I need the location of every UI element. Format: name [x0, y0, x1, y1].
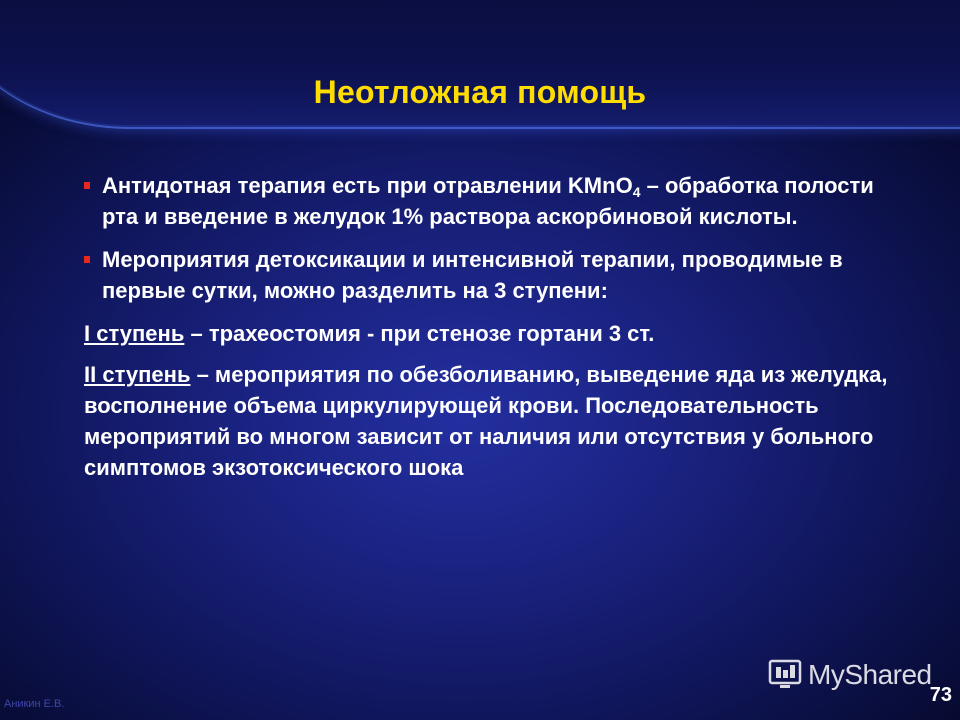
- bullet-item: [84, 244, 904, 306]
- slide-title: Неотложная помощь: [313, 74, 647, 110]
- stage-text: – трахеостомия - при стенозе гортани 3 ст.: [184, 321, 655, 346]
- myshared-watermark[interactable]: [768, 655, 932, 695]
- bullet-subscript: 4: [632, 184, 641, 200]
- stage-paragraph: [84, 359, 904, 483]
- bullet-marker-icon: [84, 256, 90, 263]
- bullet-text-part2: – обработка полости рта и введение в желудок 1% раствора аскорбиновой кислоты.: [102, 173, 874, 229]
- bullet-item: [84, 170, 904, 232]
- bullet-text-part1: Антидотная терапия есть при отравлении KMnO: [102, 173, 633, 198]
- stage-text: – мероприятия по обезболиванию, выведение яда из желудка, восполнение объема циркулирующей крови. Последовательность мероприятий во многом зависит от наличия или отсутствия у больного симптомов экзотоксического шока: [84, 362, 888, 480]
- myshared-logo-icon: [768, 658, 802, 692]
- author-label: Аникин Е.В.: [4, 698, 65, 710]
- bullet-text: Мероприятия детоксикации и интенсивной терапии, проводимые в первые сутки, можно разделить на 3 ступени:: [102, 247, 843, 303]
- stage-heading: II ступень: [84, 362, 191, 387]
- bullet-marker-icon: [84, 182, 90, 189]
- page-number: 73: [929, 684, 952, 706]
- stage-heading: I ступень: [84, 321, 185, 346]
- stage-paragraph: [84, 318, 904, 349]
- watermark-text: MyShared: [808, 659, 932, 690]
- slide-content: [84, 170, 904, 493]
